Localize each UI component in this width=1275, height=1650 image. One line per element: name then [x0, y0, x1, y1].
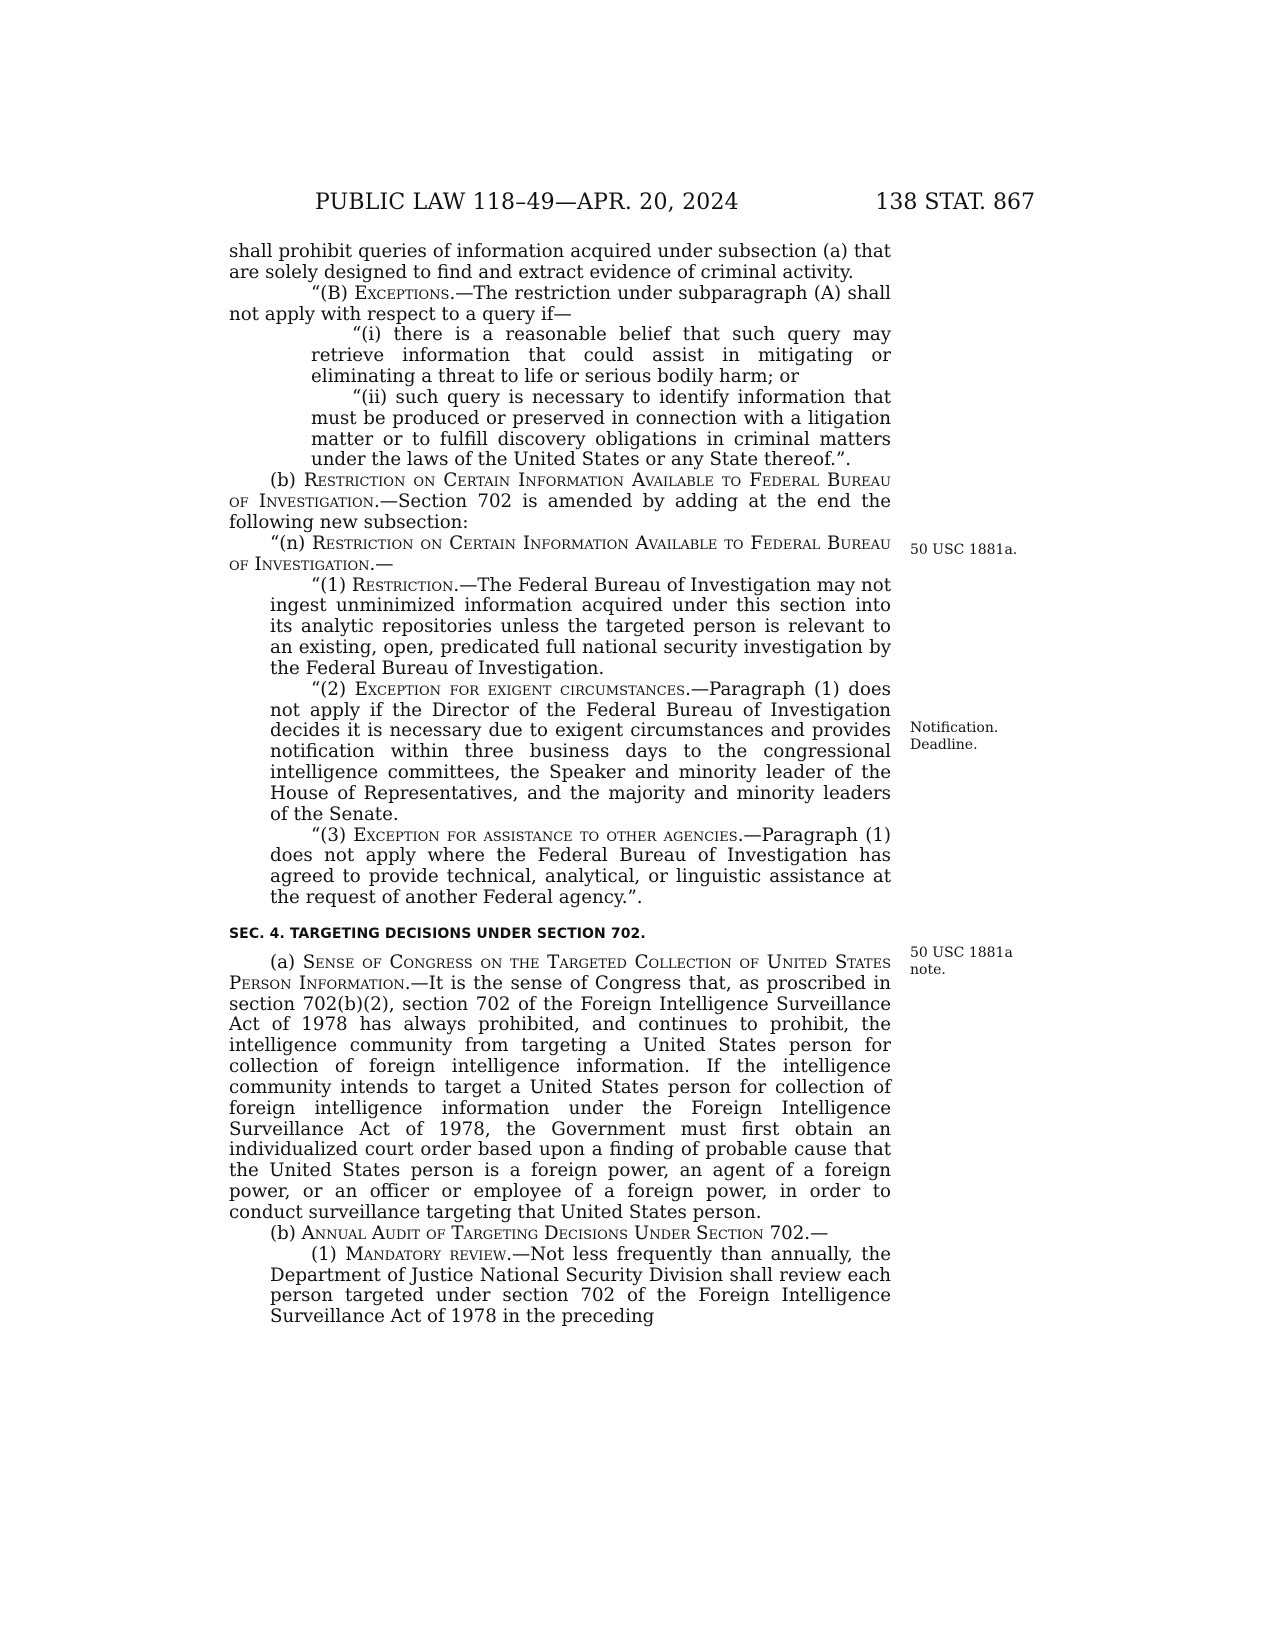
paragraph-1-mandatory-review: (1) Mandatory review.—Not less frequently than annually, the Department of Justice National Security Division shall review each person targeted under section 702 of the Foreign Intelligence Surveillance Act of 1978 in the preceding [270, 1243, 891, 1328]
statute-page-number: 138 STAT. 867 [875, 190, 1035, 215]
paragraph-2-exigent: “(2) Exception for exigent circumstances.—Paragraph (1) does not apply if the Director of the Federal Bureau of Investigation decides it is necessary due to exigent circumstances and provides notification within three business days to the congressional intelligence committees, the Speaker and minority leader of the House of Representatives, and the majority and minority leaders of the Senate. [270, 678, 891, 825]
margin-note-notification-deadline [910, 720, 998, 754]
section-heading: SEC. 4. TARGETING DECISIONS UNDER SECTION 702. [229, 926, 646, 942]
subsection-b-annual-audit: (b) Annual Audit of Targeting Decisions Under Section 702.— [270, 1222, 829, 1244]
public-law-title: PUBLIC LAW 118–49—APR. 20, 2024 [315, 190, 739, 215]
margin-note-note-line: note. [910, 962, 946, 978]
clause-i: “(i) there is a reasonable belief that such query may retrieve information that could assist in mitigating or eliminating a threat to life or serious bodily harm; or [311, 324, 891, 388]
subsection-b-restriction: (b) Restriction on Certain Information Available to Federal Bureau of Investigation.—Section 702 is amended by adding at the end the following new subsection: [229, 470, 891, 533]
margin-note-usc-1881a: 50 USC 1881a. [910, 542, 1018, 558]
paragraph-1-restriction: “(1) Restriction.—The Federal Bureau of Investigation may not ingest unminimized information acquired under this section into its analytic repositories unless the targeted person is relevant to an existing, open, predicated full national security investigation by the Federal Bureau of Investigation. [270, 574, 892, 679]
clause-ii: “(ii) such query is necessary to identify information that must be produced or preserved in connection with a litigation matter or to fulfill discovery obligations in criminal matters under the laws of the United States or any State thereof.”. [311, 386, 891, 471]
margin-note-usc-line: 50 USC 1881a [910, 945, 1013, 961]
paragraph-continuation: shall prohibit queries of information acquired under subsection (a) that are solely designed to find and extract evidence of criminal activity. [229, 241, 891, 283]
margin-note-deadline: Deadline. [910, 737, 978, 753]
margin-note-usc-1881a-note [910, 945, 1013, 979]
paragraph-3-assistance: “(3) Exception for assistance to other agencies.—Paragraph (1) does not apply where the Federal Bureau of Investigation has agreed to provide technical, analytical, or linguistic assistance at the request of another Federal agency.”. [270, 824, 891, 909]
page-header [315, 190, 1035, 220]
paragraph-b-exceptions: “(B) Exceptions.—The restriction under subparagraph (A) shall not apply with respect to a query if— [229, 282, 891, 325]
subsection-n-restriction: “(n) Restriction on Certain Information Available to Federal Bureau of Investigation.— [229, 532, 891, 575]
document-body [229, 242, 891, 1328]
margin-note-notification: Notification. [910, 720, 999, 736]
subsection-a-sense-of-congress: (a) Sense of Congress on the Targeted Collection of United States Person Information.—It is the sense of Congress that, as proscribed in section 702(b)(2), section 702 of the Foreign Intelligence Surveillance Act of 1978 has always prohibited, and continues to prohibit, the intelligence community from targeting a United States person for collection of foreign intelligence information. If the intelligence community intends to target a United States person for collection of foreign intelligence information under the Foreign Intelligence Surveillance Act of 1978, the Government must first obtain an individualized court order based upon a finding of probable cause that the United States person is a foreign power, an agent of a foreign power, or an officer or employee of a foreign power, in order to conduct surveillance targeting that United States person. [229, 951, 892, 1223]
